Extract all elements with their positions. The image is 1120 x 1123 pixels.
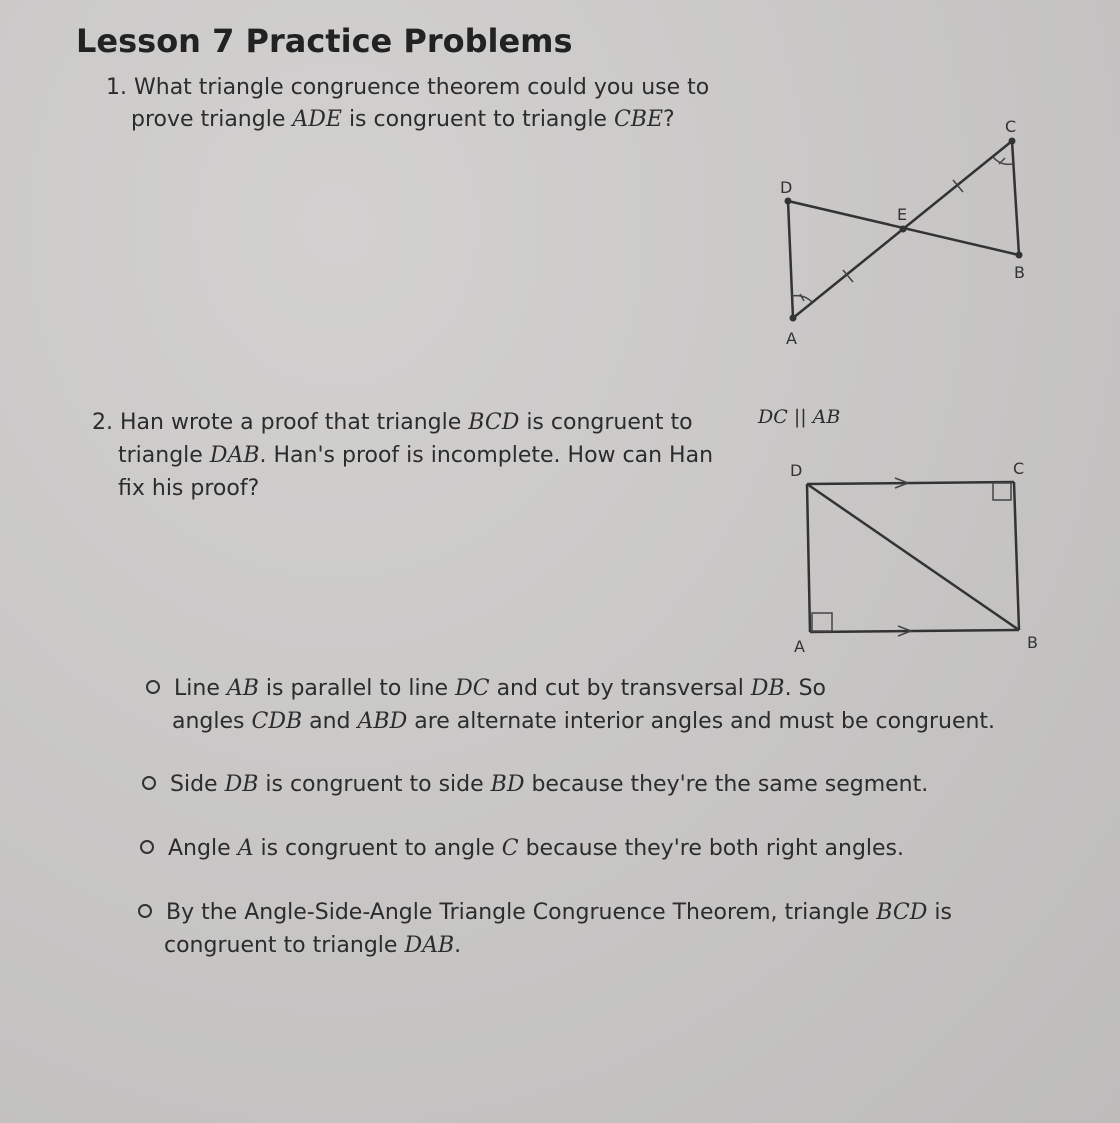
segment-da [788,201,793,318]
problem-2-line-3: fix his proof? [118,476,260,501]
figure-2-rectangle-diagonal [0,440,1120,670]
option-1: Line AB is parallel to line DC and cut by transversal DB. So angles CDB and ABD are alternate interior angles and must be congruent. [146,672,995,738]
bullet-circle-icon [146,680,160,694]
label-c: C [1013,459,1025,478]
option-2: Side DB is congruent to side BD because they're the same segment. [142,768,928,801]
segment-cb [1012,141,1019,255]
label-c: C [1005,117,1017,136]
option-3: Angle A is congruent to angle C because they're both right angles. [140,832,904,865]
bullet-circle-icon [140,840,154,854]
problem-1-line-1: 1. What triangle congruence theorem could you use to [106,75,710,100]
segment-dc [807,482,1014,484]
label-b: B [1027,633,1038,652]
problem-2-number: 2. [92,410,113,435]
segment-ab [810,630,1019,632]
problem-2-line-2: triangle DAB. Han's proof is incomplete. How can Han [118,443,714,468]
problem-1-line-2: prove triangle ADE is congruent to triangle CBE? [131,107,675,132]
option-4: By the Angle-Side-Angle Triangle Congruence Theorem, triangle BCD is congruent to triangle DAB. [138,896,952,962]
right-angle-mark-c [993,483,1011,500]
segment-cb [1014,482,1019,630]
bullet-circle-icon [142,776,156,790]
page-title: Lesson 7 Practice Problems [76,22,573,60]
label-b: B [1014,263,1025,282]
problem-2-line-1: 2. Han wrote a proof that triangle BCD is congruent to [92,410,693,435]
right-angle-mark-a [812,613,832,631]
label-e: E [897,205,908,224]
label-d: D [780,178,793,197]
segment-da [807,484,810,632]
bullet-circle-icon [138,904,152,918]
label-d: D [790,461,803,480]
label-a: A [794,637,805,656]
given-statement: DC || AB [758,406,841,428]
segment-db-diagonal [807,484,1019,630]
label-a: A [786,329,797,348]
problem-1-number: 1. [106,75,127,100]
figure-1-bowtie-triangles [0,0,1120,400]
